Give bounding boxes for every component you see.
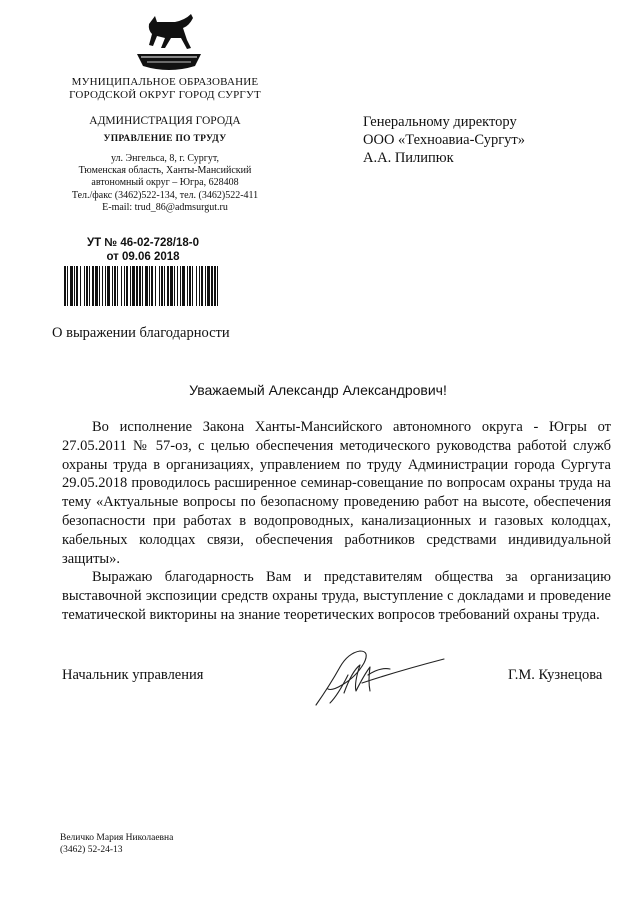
signatory-name: Г.М. Кузнецова — [508, 667, 603, 683]
phone-line: Тел./факс (3462)522-134, тел. (3462)522-411 — [71, 189, 259, 201]
address-line: ул. Энгельса, 8, г. Сургут, — [110, 153, 220, 164]
department-title: УПРАВЛЕНИЕ ПО ТРУДУ — [103, 134, 227, 144]
executor-name: Величко Мария Николаевна — [60, 833, 174, 843]
recipient-name: А.А. Пилипюк — [363, 150, 454, 166]
recipient-block — [363, 113, 525, 167]
municipality-line1: МУНИЦИПАЛЬНОЕ ОБРАЗОВАНИЕ — [71, 76, 259, 88]
address-line: автономный округ – Югра, 628408 — [91, 177, 239, 189]
body-paragraph: Во исполнение Закона Ханты-Мансийского автономного округа - Югры от 27.05.2011 № 57-оз, с целью обеспечения методического руководства работой служб охраны труда в организациях, управлением по труду Администрации города Сургута 29.05.2018 проводилось расширенное семинар-совещание по вопросам охраны труда на тему «Актуальные вопросы по безопасному проведению работ на высоте, обеспечения безопасности при работах в водопроводных, канализационных и газовых колодцах, кабельных колодцах связи, обеспечения работников средствами индивидуальной защиты». — [62, 419, 611, 567]
greeting: Уважаемый Александр Александрович! — [189, 382, 447, 398]
municipality-line2: ГОРОДСКОЙ ОКРУГ ГОРОД СУРГУТ — [69, 89, 261, 101]
email-line: E-mail: trud_86@admsurgut.ru — [102, 201, 228, 213]
administration-title: АДМИНИСТРАЦИЯ ГОРОДА — [89, 115, 241, 127]
letter-subject: О выражении благодарности — [52, 325, 230, 341]
barcode-icon — [64, 266, 220, 306]
body-paragraph: Выражаю благодарность Вам и представителям общества за организацию выставочной экспозиции средств охраны труда, выступление с докладами и проведение тематической викторины на знание теоретических вопросов требований охраны труда. — [62, 569, 611, 623]
handwritten-signature-icon — [308, 645, 448, 709]
executor-phone: (3462) 52-24-13 — [60, 845, 123, 855]
surgut-fox-emblem-icon — [135, 10, 203, 72]
sender-block — [50, 76, 280, 214]
recipient-position: Генеральному директору — [363, 114, 517, 130]
recipient-company: ООО «Техноавиа-Сургут» — [363, 132, 525, 148]
executor-block — [60, 832, 173, 856]
letter-body — [62, 418, 611, 625]
registration-number: УТ № 46-02-728/18-0 — [86, 237, 200, 249]
signatory-position: Начальник управления — [62, 667, 204, 683]
registration-date: от 09.06 2018 — [106, 251, 180, 263]
address-line: Тюменская область, Ханты-Мансийский — [78, 165, 252, 177]
sender-address — [50, 153, 280, 214]
registration-stamp — [68, 236, 218, 264]
